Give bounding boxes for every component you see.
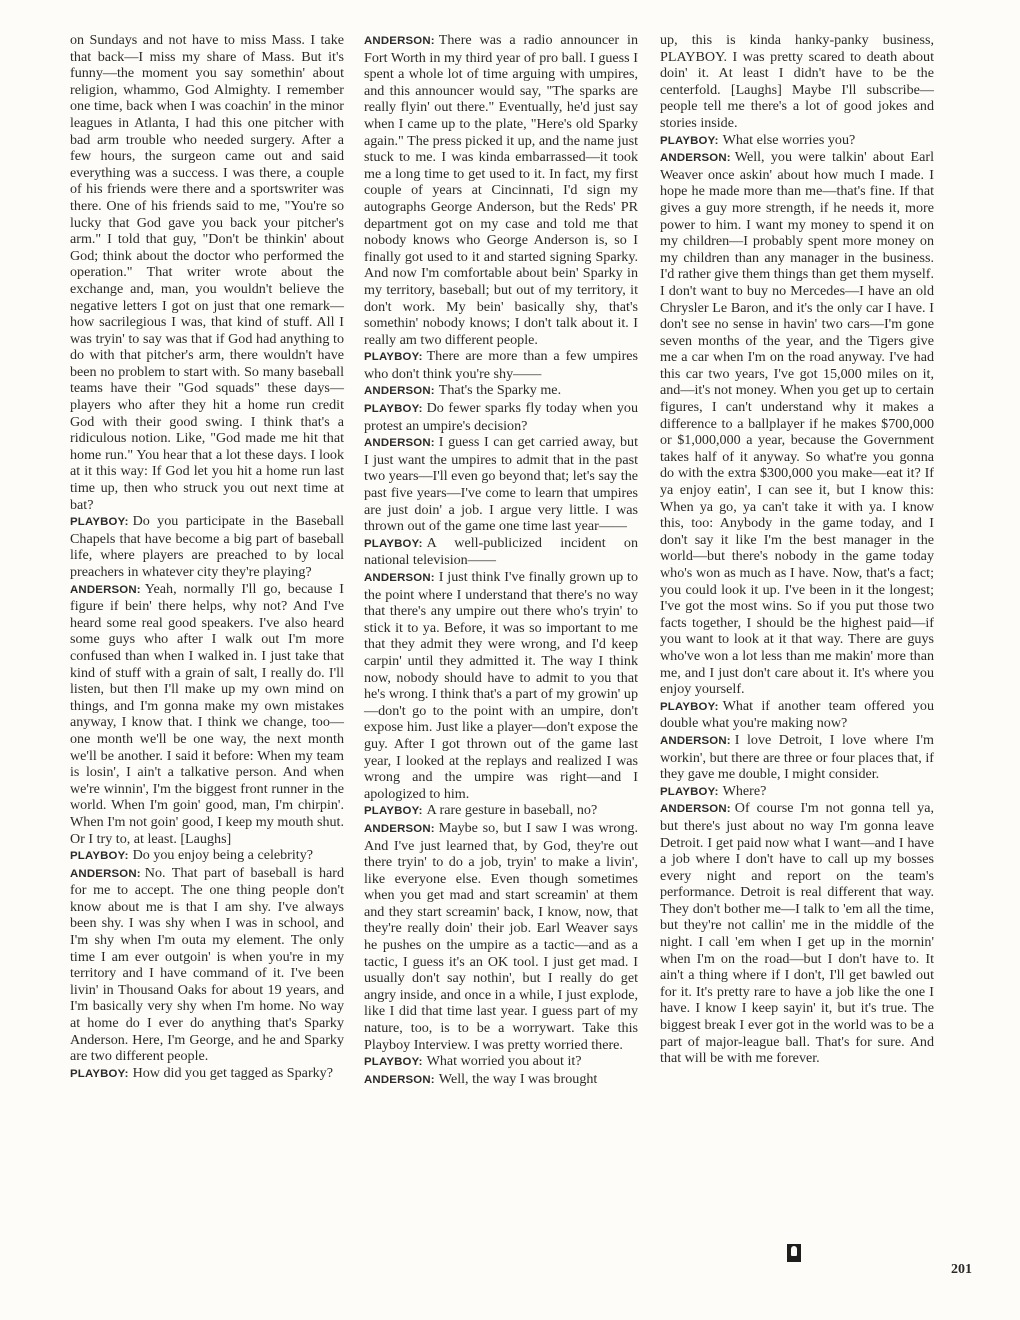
interview-paragraph bbox=[660, 800, 934, 1067]
paragraph-text: What if another team offered you double what you're making now? bbox=[660, 697, 934, 732]
speaker-label: PLAYBOY: bbox=[70, 516, 129, 529]
interview-paragraph bbox=[364, 820, 638, 1053]
interview-paragraph bbox=[364, 32, 638, 348]
speaker-label: ANDERSON: bbox=[660, 734, 731, 747]
interview-paragraph bbox=[660, 132, 934, 150]
paragraph-text: Well, you were talkin' about Earl Weaver once askin' about how much I made. I hope he made more than me—that's fine. If that gives a guy more strength, if he needs it, more power to him. I want my money to spend it on my children—I probably spent more money on my children than any manager in the business. I'd rather give them things than get them myself. I don't want to buy no Mercedes—I have an old Chrysler Le Baron, and it's the only car I have. I don't see no sense in havin' two cars—I'm gone seven months of the year, and the Tigers give me a car when I'm on the road anyway. I've had this car two years, I've got 15,000 miles on it, and—it's not money. When you get up to certain figures, I can't understand why it makes a difference to a ballplayer if he makes $700,000 or $1,000,000 a year, because the Government takes half of it anyway. So what're you gonna do with the extra $300,000 you make—eat it? If ya enjoy eatin', I can see it, but I know this: When ya go, ya can't take it with ya. I know this, too: Anybody in the game today, and I don't say it like I'm the best manager in the world—but there's nobody in the game today who's won as much as I have. Now, that's a fact; you could look it up. I've been in it the longest; I've got the most wins. So if you put those two facts together, I should be the highest paid—if you want to look at it that way. There are guys who've won a lot less than me makin' more than me, and I just don't care about it. It's where you enjoy yourself. bbox=[660, 149, 934, 698]
paragraph-text: up, this is kinda hanky-panky business, PLAYBOY. I was pretty scared to death about doin' it. At least I didn't have to be the centerfold. [Laughs] Maybe I'll subscribe—people tell me there's a lot of good jokes and stories inside. bbox=[660, 32, 934, 131]
text-column-3 bbox=[660, 32, 934, 1067]
paragraph-text: There was a radio announcer in Fort Worth in my third year of pro ball. I guess I spent a whole lot of time arguing with umpires, and this announcer would say, "The sparks are really flyin' out there." Eventually, he'd just say when I came up to the plate, "Here's old Sparky again." The press picked it up, and the name just stuck to me. I was kinda embarrassed—it took me a long time to get used to it. In fact, my first couple of years at Cincinnati, I'd sign my autographs George Anderson, but the Reds' PR department got on my case and told me that nobody knows who George Anderson is, so I finally got used to it and started signing Sparky. And now I'm comfortable about bein' Sparky in my territory, baseball; but out of my territory, it don't work. My bein' basically shy, that's somethin' nobody knows; I don't talk about it. I really am two different people. bbox=[364, 32, 638, 348]
speaker-label: ANDERSON: bbox=[660, 803, 731, 816]
interview-paragraph bbox=[70, 865, 344, 1065]
interview-paragraph bbox=[660, 698, 934, 732]
speaker-label: ANDERSON: bbox=[364, 35, 435, 47]
interview-paragraph bbox=[660, 732, 934, 783]
interview-paragraph bbox=[70, 513, 344, 580]
interview-paragraph bbox=[660, 149, 934, 698]
interview-paragraph bbox=[660, 32, 934, 132]
speaker-label: ANDERSON: bbox=[364, 437, 435, 450]
interview-paragraph bbox=[364, 382, 638, 400]
paragraph-text: Well, the way I was brought bbox=[438, 1070, 598, 1087]
paragraph-text: How did you get tagged as Sparky? bbox=[132, 1064, 333, 1081]
speaker-label: ANDERSON: bbox=[364, 1073, 435, 1086]
interview-paragraph bbox=[660, 783, 934, 801]
paragraph-text: Yeah, normally I'll go, because I figure if bein' there helps, why not? And I've heard some real good speakers. I've also heard some guys who after I walk out I'm more confused than when I walked in. I just take that kind of stuff with a grain of salt, I really do. I'll listen, but then I'll make up my own mind on things, and I'm gonna make my own mistakes anyway, I know that. I think we change, too—one month we'll be one way, the next month we'll be another. I said it before: When my team is losin', I ain't a talkative person. And when we're winnin', I'm the biggest front runner in the world. When I'm goin' good, man, I'm chirpin'. When I'm not goin' good, I keep my mouth shut. Or I try to, at least. [Laughs] bbox=[70, 580, 344, 847]
speaker-label: PLAYBOY: bbox=[364, 351, 423, 364]
interview-paragraph bbox=[364, 1071, 638, 1089]
interview-paragraph bbox=[364, 400, 638, 434]
paragraph-text: What worried you about it? bbox=[426, 1053, 582, 1070]
paragraph-text: No. That part of baseball is hard for me to accept. The one thing people don't know about me is that I am shy. I've always been shy. I was shy when I was in school, and I'm shy when I'm outa my element. The only time I am ever outgoin' is when you're in my territory and I have command of it. I've been livin' in Thousand Oaks for about 19 years, and I'm basically very shy when I'm home. No way at home do I ever do anything that's Sparky Anderson. Here, I'm George, and he and Sparky are two different people. bbox=[70, 864, 344, 1065]
interview-paragraph bbox=[364, 569, 638, 802]
text-column-2 bbox=[364, 32, 638, 1088]
paragraph-text: Do fewer sparks fly today when you protest an umpire's decision? bbox=[364, 400, 638, 434]
paragraph-text: I love Detroit, I love where I'm workin', but there are three or four places that, if they gave me double, I might consider. bbox=[660, 731, 934, 783]
speaker-label: ANDERSON: bbox=[364, 572, 435, 584]
speaker-label: PLAYBOY: bbox=[364, 805, 423, 818]
paragraph-text: Do you enjoy being a celebrity? bbox=[132, 847, 313, 864]
text-column-1 bbox=[70, 32, 344, 1082]
interview-paragraph bbox=[364, 1053, 638, 1071]
speaker-label: PLAYBOY: bbox=[364, 403, 423, 416]
paragraph-text: Where? bbox=[722, 782, 767, 799]
speaker-label: PLAYBOY: bbox=[364, 537, 423, 550]
interview-paragraph bbox=[70, 1065, 344, 1083]
speaker-label: PLAYBOY: bbox=[660, 785, 719, 798]
speaker-label: PLAYBOY: bbox=[364, 1056, 423, 1069]
speaker-label: ANDERSON: bbox=[364, 822, 435, 835]
paragraph-text: I just think I've finally grown up to the point where I understand that there's no way that there's any umpire out there who's tryin' to stick it to ya. Before, it was so important to me that they admit they were wrong, and I'd keep carpin' until they admitted it. The way I think now, nobody should have to admit to you that he's wrong. I think that's a part of my growin' up—don't go to the point with an umpire, don't expose him. Just like a player—don't expose the guy. After I got thrown out of the game last year, I looked at the replays and realized I was wrong and the umpire was right—and I apologized to him. bbox=[364, 569, 638, 802]
interview-paragraph bbox=[70, 581, 344, 848]
paragraph-text: What else worries you? bbox=[722, 131, 856, 148]
paragraph-text: on Sundays and not have to miss Mass. I take that back—I miss my share of Mass. But it's funny—the moment you say somethin' about religion, whammo, God Almighty. I remember one time, back when I was coachin' in the minor leagues in Atlanta, I had this one pitcher with bad arm trouble who needed surgery. After a few hours, the surgeon came out and said everything was a success. I was there, a couple of his friends were there and a sportswriter was there. One of his friends said to me, "You're so lucky that God gave you back your pitcher's arm." I told that guy, "Don't be thinkin' about God; think about the doctor who performed the operation." That writer wrote about the exchange and, man, you wouldn't believe the negative letters I got on just that one remark—how sacrilegious I was, that kind of stuff. All I was tryin' to say was that if God had anything to do with that pitcher's arm, there wouldn't have been no problem to start with. So many baseball teams have their "God squads" these days—players who after they hit a home run credit God with their good swing. I think that's a ridiculous notion. Like, "God made me hit that home run." You hear that a lot these days. I look at it this way: If God let you hit a home run last time up, then who struck you out next time at bat? bbox=[70, 32, 344, 513]
interview-paragraph bbox=[364, 434, 638, 535]
paragraph-text: I guess I can get carried away, but I just want the umpires to admit that in the past two years—I'll even go beyond that; let's say the past five years—I've come to learn that umpires are just doin' a job. I argue very little. I was thrown out of the game one time last year—— bbox=[364, 434, 638, 535]
paragraph-text: Do you participate in the Baseball Chapels that have become a big part of baseball life, where players are preached to by local preachers in whatever city they're playing? bbox=[70, 513, 344, 580]
interview-paragraph bbox=[364, 802, 638, 820]
paragraph-text: Of course I'm not gonna tell ya, but there's just about no way I'm gonna leave Detroit. I get paid now what I want—and I have a job where I don't have to call up my bosses every night and report on the team's performance. Detroit is real different that way. They don't bother me—I talk to 'em all the time, but they're not callin' me in the middle of the night. I call 'em when I get up in the mornin' when I'm on the road—but I don't have to. It ain't a thing where if I don't, I'll get bawled out for it. It's pretty rare to have a job like the one I have. I know I keep sayin' it, but it's true. The biggest break I ever got in the world was to be a part of major-league ball. That's for sure. And that will be with me forever. bbox=[660, 800, 934, 1067]
paragraph-text: There are more than a few umpires who don't think you're shy—— bbox=[364, 348, 638, 382]
end-of-article-bunny-icon bbox=[787, 1244, 801, 1262]
paragraph-text: That's the Sparky me. bbox=[438, 382, 562, 399]
paragraph-text: Maybe so, but I saw I was wrong. And I've just learned that, by God, they're out there tryin' to do a job, tryin' to make a livin', like everyone else. Even though sometimes when you get mad and start screamin' at them and they start screamin' back, I know, now, that they're really doin' their job. Earl Weaver says he pushes on the umpire as a tactic—and as a tactic, I guess it's an OK tool. I just get mad. I usually don't say nothin', but I really do get angry inside, and once in a while, I just explode, like I did that time last year. I guess part of my nature, too, is to be a worrywart. Take this Playboy Interview. I was pretty worried there. bbox=[364, 819, 638, 1053]
interview-paragraph bbox=[364, 535, 638, 569]
page-number: 201 bbox=[951, 1262, 972, 1277]
interview-paragraph bbox=[70, 32, 344, 513]
paragraph-text: A rare gesture in baseball, no? bbox=[426, 802, 598, 819]
speaker-label: ANDERSON: bbox=[364, 385, 435, 398]
speaker-label: PLAYBOY: bbox=[660, 134, 719, 147]
speaker-label: ANDERSON: bbox=[70, 867, 141, 880]
speaker-label: ANDERSON: bbox=[660, 152, 731, 165]
speaker-label: ANDERSON: bbox=[70, 583, 141, 596]
speaker-label: PLAYBOY: bbox=[70, 1067, 129, 1080]
speaker-label: PLAYBOY: bbox=[660, 700, 719, 713]
interview-paragraph bbox=[364, 348, 638, 382]
paragraph-text: A well-publicized incident on national television—— bbox=[364, 534, 638, 569]
speaker-label: PLAYBOY: bbox=[70, 850, 129, 863]
interview-paragraph bbox=[70, 847, 344, 865]
